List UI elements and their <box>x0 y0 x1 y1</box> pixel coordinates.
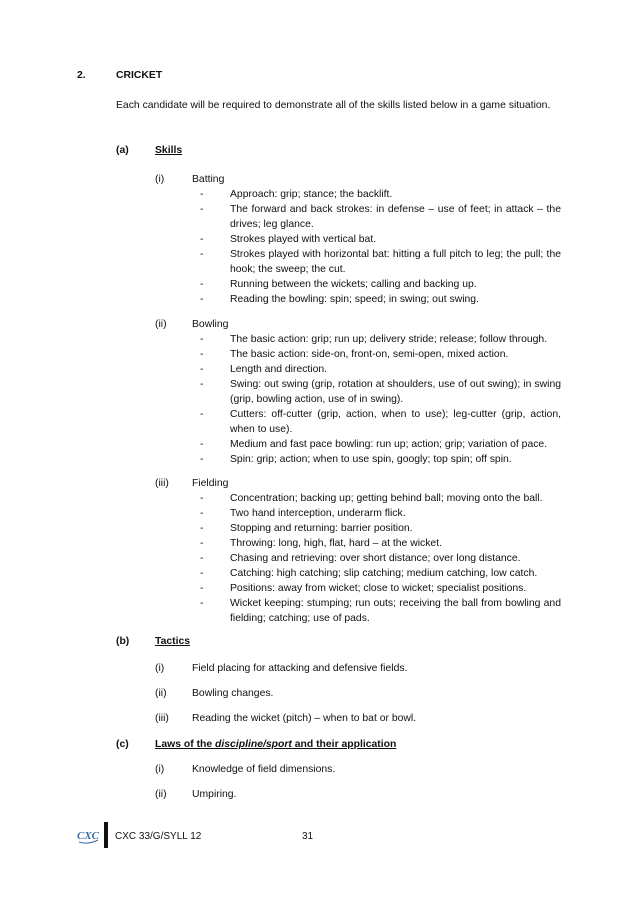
cxc-logo-icon <box>76 826 100 846</box>
tactics-title: Tactics <box>155 636 191 647</box>
fielding-title: Fielding <box>192 478 229 489</box>
batting-item: Strokes played with horizontal bat: hitting a full pitch to leg; the pull; the hook; the sweep; the cut. <box>230 249 561 275</box>
tactics-item-num: (i) <box>155 663 165 674</box>
bullet-dash: - <box>200 568 204 579</box>
laws-item-text: Umpiring. <box>192 789 237 800</box>
bullet-dash: - <box>200 523 204 534</box>
batting-item: Strokes played with vertical bat. <box>230 234 377 245</box>
laws-item-text: Knowledge of field dimensions. <box>192 764 336 775</box>
fielding-item: Concentration; backing up; getting behind ball; moving onto the ball. <box>230 493 543 504</box>
bullet-dash: - <box>200 189 204 200</box>
batting-item: Approach: grip; stance; the backlift. <box>230 189 393 200</box>
bullet-dash: - <box>200 493 204 504</box>
bowling-num: (ii) <box>155 319 167 330</box>
bowling-item: Swing: out swing (grip, rotation at shoulders, use of out swing); in swing (grip, bowling action, use of in swing). <box>230 379 561 405</box>
section-number: 2. <box>77 70 86 81</box>
bowling-item: Cutters: off-cutter (grip, action, when to use); leg-cutter (grip, action, when to use). <box>230 409 561 435</box>
bowling-item: Length and direction. <box>230 364 328 375</box>
bullet-dash: - <box>200 553 204 564</box>
fielding-item: Stopping and returning: barrier position. <box>230 523 413 534</box>
laws-item-num: (i) <box>155 764 165 775</box>
batting-item: The forward and back strokes: in defense – use of feet; in attack – the drives; leg glance. <box>230 204 561 230</box>
bullet-dash: - <box>200 439 204 450</box>
laws-title-post: and their application <box>291 739 397 750</box>
laws-label: (c) <box>116 739 129 750</box>
bowling-item: Medium and fast pace bowling: run up; action; grip; variation of pace. <box>230 439 548 450</box>
bullet-dash: - <box>200 379 204 390</box>
fielding-item: Positions: away from wicket; close to wicket; specialist positions. <box>230 583 527 594</box>
bullet-dash: - <box>200 538 204 549</box>
skills-label: (a) <box>116 145 129 156</box>
batting-num: (i) <box>155 174 165 185</box>
bullet-dash: - <box>200 508 204 519</box>
footer-divider <box>104 822 108 848</box>
batting-item: Reading the bowling: spin; speed; in swing; out swing. <box>230 294 479 305</box>
bullet-dash: - <box>200 454 204 465</box>
laws-title <box>155 737 396 752</box>
laws-item-num: (ii) <box>155 789 167 800</box>
batting-title: Batting <box>192 174 225 185</box>
skills-title: Skills <box>155 145 183 156</box>
bowling-item: The basic action: grip; run up; delivery stride; release; follow through. <box>230 334 548 345</box>
bullet-dash: - <box>200 364 204 375</box>
tactics-item-num: (ii) <box>155 688 167 699</box>
fielding-item: Chasing and retrieving: over short distance; over long distance. <box>230 553 521 564</box>
bullet-dash: - <box>200 249 204 260</box>
bowling-item: Spin: grip; action; when to use spin, googly; top spin; off spin. <box>230 454 512 465</box>
fielding-num: (iii) <box>155 478 169 489</box>
fielding-item: Two hand interception, underarm flick. <box>230 508 406 519</box>
bowling-item: The basic action: side-on, front-on, semi-open, mixed action. <box>230 349 509 360</box>
bullet-dash: - <box>200 204 204 215</box>
page-number: 31 <box>302 831 314 842</box>
bullet-dash: - <box>200 583 204 594</box>
bullet-dash: - <box>200 294 204 305</box>
tactics-item-text: Reading the wicket (pitch) – when to bat or bowl. <box>192 713 417 724</box>
fielding-item: Throwing: long, high, flat, hard – at the wicket. <box>230 538 442 549</box>
tactics-item-num: (iii) <box>155 713 169 724</box>
footer-code: CXC 33/G/SYLL 12 <box>115 831 202 842</box>
bullet-dash: - <box>200 349 204 360</box>
bullet-dash: - <box>200 279 204 290</box>
bullet-dash: - <box>200 334 204 345</box>
fielding-item: Catching: high catching; slip catching; medium catching, low catch. <box>230 568 538 579</box>
bowling-title: Bowling <box>192 319 229 330</box>
intro-paragraph: Each candidate will be required to demonstrate all of the skills listed below in a game situation. <box>116 100 551 111</box>
bullet-dash: - <box>200 234 204 245</box>
laws-title-em: discipline/sport <box>215 739 292 750</box>
bullet-dash: - <box>200 598 204 609</box>
bullet-dash: - <box>200 409 204 420</box>
batting-item: Running between the wickets; calling and backing up. <box>230 279 477 290</box>
fielding-item: Wicket keeping: stumping; run outs; receiving the ball from bowling and fielding; catching; use of pads. <box>230 598 561 624</box>
tactics-item-text: Bowling changes. <box>192 688 274 699</box>
cxc-logo-text: CXC <box>77 830 100 842</box>
section-title: CRICKET <box>116 70 163 81</box>
laws-title-pre: Laws of the <box>155 739 216 750</box>
tactics-item-text: Field placing for attacking and defensive fields. <box>192 663 408 674</box>
tactics-label: (b) <box>116 636 130 647</box>
